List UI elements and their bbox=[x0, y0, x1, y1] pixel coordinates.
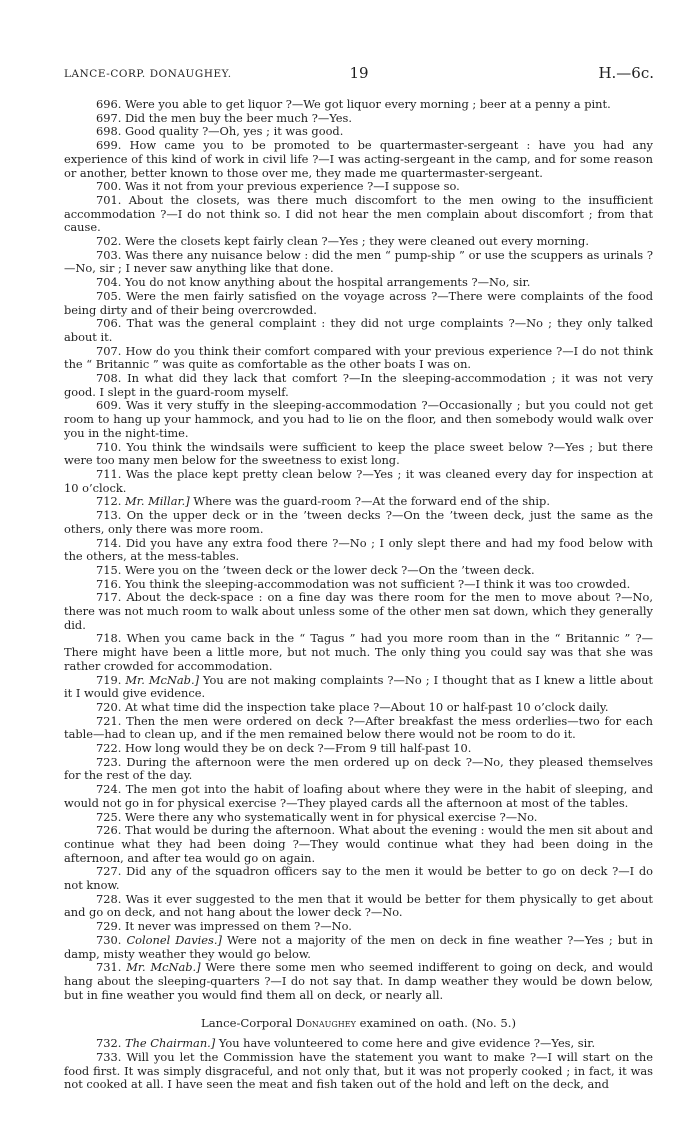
question-text: How came you to be promoted to be quartermaster-sergeant : have you had any experience of this kind of work in civil life ?—I was acting-sergeant in the camp, and for some reason or another, better known to those over me, they made me quartermaster-sergeant. bbox=[64, 138, 653, 180]
question-number: 727. bbox=[96, 864, 122, 879]
question-number: 730. bbox=[96, 932, 122, 947]
question-text: Was it not from your previous experience ?—I suppose so. bbox=[125, 179, 460, 194]
question-text: During the afternoon were the men ordered up on deck ?—No, they pleased themselves for the rest of the day. bbox=[64, 754, 653, 783]
question-paragraph bbox=[64, 180, 653, 194]
question-number: 699. bbox=[96, 138, 122, 153]
question-text: Was it very stuffy in the sleeping-accommodation ?—Occasionally ; but you could not get room to hang up your hammock, and you had to lie on the floor, and then somebody would walk over you in the night-time. bbox=[64, 398, 653, 440]
question-paragraph bbox=[64, 290, 653, 317]
question-text: You think the sleeping-accommodation was not sufficient ?—I think it was too crowded. bbox=[125, 576, 631, 591]
question-number: 716. bbox=[96, 576, 122, 591]
question-paragraph bbox=[64, 249, 653, 276]
heading-witness-name: Donaughey bbox=[296, 1016, 356, 1031]
question-text: That would be during the afternoon. What about the evening : would the men sit about and continue what they had been doing ?—They would continue what they had been doing in the afternoon, and after tea would go on again. bbox=[64, 823, 653, 865]
question-text: Then the men were ordered on deck ?—After breakfast the mess orderlies—two for each table—had to clean up, and if the men remained below there would not be room to do it. bbox=[64, 713, 653, 742]
question-number: 714. bbox=[96, 535, 122, 550]
question-paragraph bbox=[64, 578, 653, 592]
question-number: 717. bbox=[96, 590, 122, 605]
question-text: It never was impressed on them ?—No. bbox=[125, 919, 352, 934]
question-paragraph bbox=[64, 961, 653, 1002]
question-paragraph bbox=[64, 399, 653, 440]
question-paragraph bbox=[64, 194, 653, 235]
question-number: 720. bbox=[96, 699, 122, 714]
speaker-name: Colonel Davies.] bbox=[126, 932, 222, 947]
question-paragraph bbox=[64, 495, 653, 509]
question-text: Was it ever suggested to the men that it would be better for them physically to get about and go on deck, and not hang about the lower deck ?—No. bbox=[64, 891, 653, 920]
question-number: 704. bbox=[96, 275, 122, 290]
question-number: 718. bbox=[96, 631, 122, 646]
question-text: About the closets, was there much discomfort to the men owing to the insufficient accommodation ?—I do not think so. I did not hear the men complain about discomfort ; from that cause. bbox=[64, 192, 653, 235]
question-text: Good quality ?—Oh, yes ; it was good. bbox=[125, 124, 344, 139]
question-paragraph bbox=[64, 893, 653, 920]
question-number: 713. bbox=[96, 508, 122, 523]
question-number: 609. bbox=[96, 398, 122, 413]
question-paragraph bbox=[64, 235, 653, 249]
question-text: When you came back in the “ Tagus ” had you more room than in the “ Britannic ” ?—There might have been a little more, but not much. The only thing you could say was that she was rather crowded for accommodation. bbox=[64, 631, 653, 673]
question-text: How do you think their comfort compared with your previous experience ?—I do not think the “ Britannic ” was quite as comfortable as the other boats I was on. bbox=[64, 343, 653, 372]
question-paragraph bbox=[64, 139, 653, 180]
question-number: 722. bbox=[96, 741, 122, 756]
question-text: In what did they lack that comfort ?—In the sleeping-accommodation ; it was not very good. I slept in the guard-room myself. bbox=[64, 371, 654, 399]
question-paragraph bbox=[64, 701, 653, 715]
question-paragraph bbox=[64, 934, 653, 961]
question-number: 712. bbox=[96, 494, 122, 509]
question-paragraph bbox=[64, 756, 653, 783]
question-paragraph bbox=[64, 920, 653, 934]
question-text: Were you able to get liquor ?—We got liquor every morning ; beer at a penny a pint. bbox=[125, 97, 611, 111]
question-text: Were there any who systematically went in for physical exercise ?—No. bbox=[125, 809, 538, 824]
question-number: 696. bbox=[96, 97, 122, 111]
question-text: Did the men buy the beer much ?—Yes. bbox=[125, 110, 352, 125]
question-number: 715. bbox=[96, 562, 122, 577]
question-number: 708. bbox=[96, 371, 122, 386]
section-heading bbox=[64, 1017, 653, 1031]
question-paragraph bbox=[64, 783, 653, 810]
question-text: Did any of the squadron officers say to the men it would be better to go on deck ?—I do not know. bbox=[64, 864, 653, 893]
question-number: 723. bbox=[96, 754, 122, 769]
question-paragraph bbox=[64, 865, 653, 892]
question-paragraph bbox=[64, 1051, 653, 1092]
question-paragraph bbox=[64, 509, 653, 536]
question-text: Were the closets kept fairly clean ?—Yes ; they were cleaned out every morning. bbox=[125, 234, 589, 249]
question-paragraph bbox=[64, 811, 653, 825]
speaker-name: The Chairman.] bbox=[125, 1036, 216, 1051]
question-text: Were you on the ’tween deck or the lower deck ?—On the ’tween deck. bbox=[125, 562, 535, 577]
question-paragraph bbox=[64, 276, 653, 290]
question-text: You do not know anything about the hospital arrangements ?—No, sir. bbox=[125, 275, 531, 290]
question-number: 702. bbox=[96, 234, 122, 249]
speaker-name: Mr. McNab.] bbox=[125, 672, 200, 687]
question-text: You are not making complaints ?—No ; I thought that as I knew a little about it I would give evidence. bbox=[64, 672, 653, 701]
page-number: 19 bbox=[349, 64, 369, 82]
question-number: 732. bbox=[96, 1036, 122, 1051]
question-paragraph bbox=[64, 674, 653, 701]
question-text: At what time did the inspection take place ?—About 10 or half-past 10 o’clock daily. bbox=[125, 699, 609, 714]
question-paragraph bbox=[64, 317, 653, 344]
page-header bbox=[64, 64, 654, 84]
question-text: That was the general complaint : they did not urge complaints ?—No ; they only talked about it. bbox=[64, 316, 653, 344]
question-text: Were there some men who seemed indifferent to going on deck, and would hang about the sleeping-quarters ?—I do not say that. In damp weather they would be down below, but in fine weather you would find them all on deck, or nearly all. bbox=[64, 960, 653, 1002]
evidence-paragraphs-continued bbox=[64, 1037, 653, 1092]
question-text: Where was the guard-room ?—At the forward end of the ship. bbox=[193, 494, 550, 509]
question-number: 703. bbox=[96, 247, 122, 262]
question-paragraph bbox=[64, 468, 653, 495]
question-number: 710. bbox=[96, 439, 122, 454]
question-text: How long would they be on deck ?—From 9 till half-past 10. bbox=[125, 741, 472, 756]
question-number: 721. bbox=[96, 713, 122, 728]
question-text: Was there any nuisance below : did the men “ pump-ship ” or use the scuppers as urinals ?—No, sir ; I never saw anything like that done. bbox=[64, 247, 653, 276]
question-number: 700. bbox=[96, 179, 122, 194]
question-paragraph bbox=[64, 591, 653, 632]
question-text: You have volunteered to come here and give evidence ?—Yes, sir. bbox=[218, 1036, 596, 1051]
question-number: 707. bbox=[96, 343, 122, 358]
question-paragraph bbox=[64, 345, 653, 372]
question-text: Was the place kept pretty clean below ?—Yes ; it was cleaned every day for inspection at 10 o’clock. bbox=[64, 466, 653, 495]
question-text: The men got into the habit of loafing about where they were in the habit of sleeping, and would not go in for physical exercise ?—They played cards all the afternoon at most of the tables. bbox=[64, 782, 654, 810]
speaker-name: Mr. Millar.] bbox=[125, 494, 190, 509]
question-number: 724. bbox=[96, 782, 122, 797]
question-text: You think the windsails were sufficient to keep the place sweet below ?—Yes ; but there were too many men below for the sweetness to exist long. bbox=[64, 439, 653, 468]
question-paragraph bbox=[64, 824, 653, 865]
speaker-name: Mr. McNab.] bbox=[126, 960, 201, 975]
question-text: Did you have any extra food there ?—No ; I only slept there and had my food below with the others, at the mess-tables. bbox=[64, 535, 653, 564]
question-paragraph bbox=[64, 537, 653, 564]
question-number: 728. bbox=[96, 891, 122, 906]
question-paragraph bbox=[64, 742, 653, 756]
question-number: 701. bbox=[96, 192, 122, 207]
question-paragraph bbox=[64, 564, 653, 578]
question-number: 729. bbox=[96, 919, 122, 934]
evidence-paragraphs bbox=[64, 98, 653, 1002]
question-paragraph bbox=[64, 1037, 653, 1051]
question-text: On the upper deck or in the ’tween decks ?—On the ’tween deck, just the same as the others, only there was more room. bbox=[64, 508, 654, 536]
running-head-witness: LANCE-CORP. DONAUGHEY. bbox=[64, 68, 232, 80]
question-number: 726. bbox=[96, 823, 122, 838]
question-number: 731. bbox=[96, 960, 122, 975]
question-number: 697. bbox=[96, 110, 122, 125]
question-paragraph bbox=[64, 715, 653, 742]
question-paragraph bbox=[64, 112, 653, 126]
question-text: Were the men fairly satisfied on the voyage across ?—There were complaints of the food being dirty and of their being overcrowded. bbox=[64, 288, 653, 317]
document-reference: H.—6c. bbox=[598, 64, 654, 82]
question-paragraph bbox=[64, 632, 653, 673]
question-text: Were not a majority of the men on deck in fine weather ?—Yes ; but in damp, misty weather they would go below. bbox=[64, 932, 653, 961]
question-number: 725. bbox=[96, 809, 122, 824]
question-paragraph bbox=[64, 441, 653, 468]
question-paragraph bbox=[64, 98, 653, 112]
question-number: 706. bbox=[96, 316, 122, 331]
question-text: Will you let the Commission have the statement you want to make ?—I will start on the food first. It was simply disgraceful, and not only that, but it was not properly cooked ; in fact, it was not cooked at all. I have seen the meat and fish taken out of the hold and left on the deck, and bbox=[64, 1049, 654, 1092]
question-number: 698. bbox=[96, 124, 122, 139]
question-paragraph bbox=[64, 125, 653, 139]
evidence-body bbox=[64, 98, 653, 1092]
question-text: About the deck-space : on a fine day was there room for the men to move about ?—No, there was not much room to walk about unless some of the other men sat down, which they generally did. bbox=[64, 590, 653, 632]
question-number: 711. bbox=[96, 466, 122, 481]
question-number: 705. bbox=[96, 288, 122, 303]
question-paragraph bbox=[64, 372, 653, 399]
question-number: 719. bbox=[96, 672, 122, 687]
heading-prefix: Lance-Corporal bbox=[201, 1016, 293, 1031]
question-number: 733. bbox=[96, 1049, 122, 1064]
heading-suffix: examined on oath. (No. 5.) bbox=[359, 1016, 516, 1031]
